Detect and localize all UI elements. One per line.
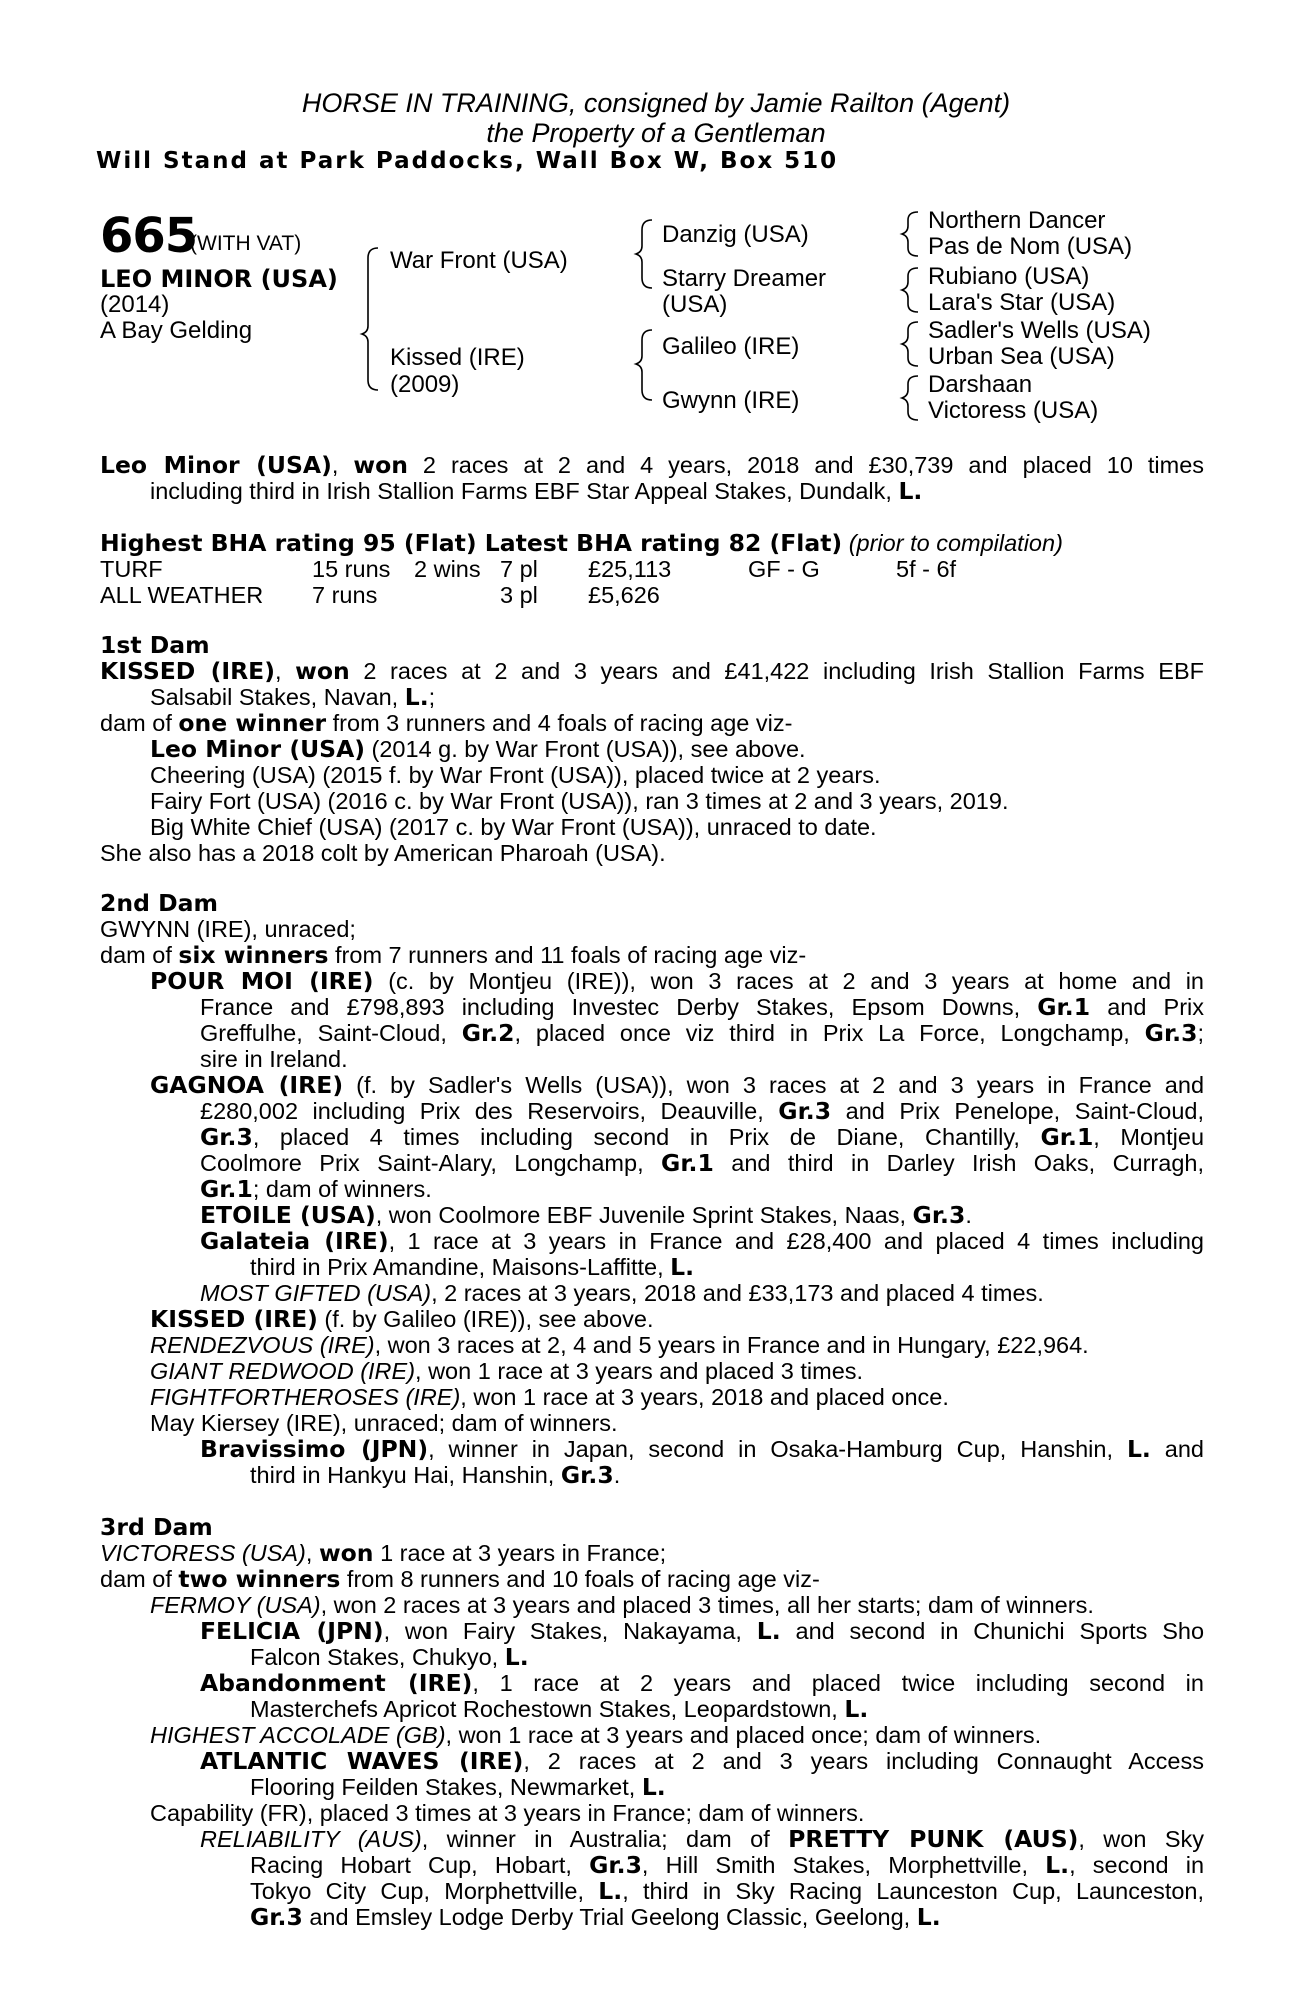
first-dam-line-1: KISSED (IRE), won 2 races at 2 and 3 years and £41,422 including Irish Stallion Farms EBF <box>100 657 1204 685</box>
gagnoa-line-3: Gr.3, placed 4 times including second in Prix de Diane, Chantilly, Gr.1, Montjeu <box>200 1123 1205 1151</box>
bravissimo-line-1: Bravissimo (JPN), winner in Japan, second in Osaka-Hamburg Cup, Hanshin, L. and <box>200 1435 1204 1463</box>
abandonment-line-1: Abandonment (IRE), 1 race at 2 years and placed twice including second in <box>200 1669 1204 1697</box>
felicia-line-2: Falcon Stakes, Chukyo, L. <box>250 1643 529 1671</box>
second-dam-heading: 2nd Dam <box>100 889 218 917</box>
turf-placed: 7 pl <box>500 556 538 582</box>
bha-rating: Highest BHA rating 95 (Flat) Latest BHA rating 82 (Flat) (prior to compilation) <box>100 529 1063 557</box>
ped-sss: Northern Dancer <box>928 207 1106 234</box>
gagnoa-line-5: Gr.1; dam of winners. <box>200 1175 432 1203</box>
race-record-line-1: Leo Minor (USA), won 2 races at 2 and 4 years, 2018 and £30,739 and placed 10 times <box>100 451 1205 479</box>
sire-dam-country: (USA) <box>662 291 728 318</box>
gagnoa-line-1: GAGNOA (IRE) (f. by Sadler's Wells (USA)), won 3 races at 2 and 3 years in France and <box>150 1071 1205 1099</box>
capability-line: Capability (FR), placed 3 times at 3 years in France; dam of winners. <box>150 1800 865 1826</box>
turf-label: TURF <box>100 556 163 582</box>
dam-dam: Gwynn (IRE) <box>662 387 800 414</box>
rendezvous-line: RENDEZVOUS (IRE), won 3 races at 2, 4 and 5 years in France and in Hungary, £22,964. <box>150 1332 1089 1358</box>
highest-accolade-line: HIGHEST ACCOLADE (GB), won 1 race at 3 years and placed once; dam of winners. <box>150 1722 1042 1748</box>
felicia-line-1: FELICIA (JPN), won Fairy Stakes, Nakayama, L. and second in Chunichi Sports Sho <box>200 1617 1205 1645</box>
reliability-line-1: RELIABILITY (AUS), winner in Australia; dam of PRETTY PUNK (AUS), won Sky <box>200 1825 1204 1853</box>
foaling-year: (2014) <box>100 291 170 318</box>
ped-dds: Darshaan <box>928 371 1033 398</box>
property-heading: the Property of a Gentleman <box>486 118 826 148</box>
turf-runs: 15 runs <box>312 556 391 582</box>
reliability-line-4: Gr.3 and Emsley Lodge Derby Trial Geelong Classic, Geelong, L. <box>250 1903 941 1931</box>
first-dam-produce-1: Leo Minor (USA) (2014 g. by War Front (USA)), see above. <box>150 735 806 763</box>
horse-description: A Bay Gelding <box>100 317 253 344</box>
first-dam-produce-2: Cheering (USA) (2015 f. by War Front (USA)), placed twice at 2 years. <box>150 762 881 788</box>
sire-sire: Danzig (USA) <box>662 221 809 248</box>
dam: Kissed (IRE) <box>390 344 525 371</box>
pour-moi-line-2: France and £798,893 including Investec Derby Stakes, Epsom Downs, Gr.1 and Prix <box>200 993 1205 1021</box>
atlantic-waves-line-1: ATLANTIC WAVES (IRE), 2 races at 2 and 3 years including Connaught Access <box>200 1747 1204 1775</box>
giant-redwood-line: GIANT REDWOOD (IRE), won 1 race at 3 years and placed 3 times. <box>150 1358 864 1384</box>
ped-sdd: Lara's Star (USA) <box>928 289 1116 316</box>
second-dam-line-2: dam of six winners from 7 runners and 11 foals of racing age viz- <box>100 941 807 969</box>
fightforteroses-line: FIGHTFORTHEROSES (IRE), won 1 race at 3 years, 2018 and placed once. <box>150 1384 949 1410</box>
first-dam-produce-3: Fairy Fort (USA) (2016 c. by War Front (USA)), ran 3 times at 2 and 3 years, 2019. <box>150 788 1009 814</box>
race-record-line-2: including third in Irish Stallion Farms EBF Star Appeal Stakes, Dundalk, L. <box>150 477 923 505</box>
fermoy-line: FERMOY (USA), won 2 races at 3 years and placed 3 times, all her starts; dam of winners. <box>150 1592 1094 1618</box>
first-dam-line-2: Salsabil Stakes, Navan, L.; <box>150 683 436 711</box>
aw-prize: £5,626 <box>588 582 660 608</box>
third-dam-line-2: dam of two winners from 8 runners and 10 foals of racing age viz- <box>100 1565 820 1593</box>
third-dam-heading: 3rd Dam <box>100 1513 213 1541</box>
bravissimo-line-2: third in Hankyu Hai, Hanshin, Gr.3. <box>250 1461 621 1489</box>
gagnoa-line-4: Coolmore Prix Saint-Alary, Longchamp, Gr.1 and third in Darley Irish Oaks, Curragh, <box>200 1149 1204 1177</box>
turf-distance: 5f - 6f <box>896 556 957 582</box>
reliability-line-3: Tokyo City Cup, Morphettville, L., third in Sky Racing Launceston Cup, Launceston, <box>250 1877 1205 1905</box>
pour-moi-line-1: POUR MOI (IRE) (c. by Montjeu (IRE)), won 3 races at 2 and 3 years at home and in <box>150 967 1204 995</box>
ped-sds: Rubiano (USA) <box>928 263 1090 290</box>
pedigree-braces <box>0 0 1314 440</box>
aw-placed: 3 pl <box>500 582 538 608</box>
reliability-line-2: Racing Hobart Cup, Hobart, Gr.3, Hill Smith Stakes, Morphettville, L., second in <box>250 1851 1205 1879</box>
dam-sire: Galileo (IRE) <box>662 333 800 360</box>
consignor-heading: HORSE IN TRAINING, consigned by Jamie Railton (Agent) <box>301 88 1011 118</box>
sire: War Front (USA) <box>390 247 568 274</box>
first-dam-heading: 1st Dam <box>100 631 210 659</box>
turf-prize: £25,113 <box>588 556 672 582</box>
second-dam-line-1: GWYNN (IRE), unraced; <box>100 916 356 942</box>
gagnoa-line-2: £280,002 including Prix des Reservoirs, Deauville, Gr.3 and Prix Penelope, Saint-Cloud, <box>200 1097 1205 1125</box>
turf-going: GF - G <box>748 556 820 582</box>
turf-wins: 2 wins <box>414 556 481 582</box>
third-dam-line-1: VICTORESS (USA), won 1 race at 3 years in France; <box>100 1539 667 1567</box>
horse-name: LEO MINOR (USA) <box>100 265 338 293</box>
abandonment-line-2: Masterchefs Apricot Rochestown Stakes, Leopardstown, L. <box>250 1695 869 1723</box>
ped-ssd: Pas de Nom (USA) <box>928 233 1133 260</box>
ped-dsd: Urban Sea (USA) <box>928 343 1115 370</box>
aw-label: ALL WEATHER <box>100 582 264 608</box>
first-dam-produce-4: Big White Chief (USA) (2017 c. by War Front (USA)), unraced to date. <box>150 814 877 840</box>
etoile-line: ETOILE (USA), won Coolmore EBF Juvenile Sprint Stakes, Naas, Gr.3. <box>200 1201 972 1229</box>
most-gifted-line: MOST GIFTED (USA), 2 races at 3 years, 2018 and £33,173 and placed 4 times. <box>200 1280 1044 1306</box>
kissed-line: KISSED (IRE) (f. by Galileo (IRE)), see above. <box>150 1305 654 1333</box>
lot-number: 665 <box>100 208 198 264</box>
ped-ddd: Victoress (USA) <box>928 397 1099 424</box>
pour-moi-line-3: Greffulhe, Saint-Cloud, Gr.2, placed once viz third in Prix La Force, Longchamp, Gr.3; <box>200 1019 1204 1047</box>
dam-year: (2009) <box>390 371 460 398</box>
vat-note: (WITH VAT) <box>190 232 302 255</box>
may-kiersey-line: May Kiersey (IRE), unraced; dam of winners. <box>150 1410 618 1436</box>
aw-runs: 7 runs <box>312 582 378 608</box>
sire-dam: Starry Dreamer <box>662 265 827 292</box>
ped-dss: Sadler's Wells (USA) <box>928 317 1151 344</box>
pour-moi-line-4: sire in Ireland. <box>200 1046 348 1072</box>
first-dam-line-3: dam of one winner from 3 runners and 4 foals of racing age viz- <box>100 709 793 737</box>
stand-location: Will Stand at Park Paddocks, Wall Box W, Box 510 <box>96 148 839 174</box>
galateia-line-2: third in Prix Amandine, Maisons-Laffitte, L. <box>250 1253 695 1281</box>
atlantic-waves-line-2: Flooring Feilden Stakes, Newmarket, L. <box>250 1773 666 1801</box>
first-dam-foal-note: She also has a 2018 colt by American Pharoah (USA). <box>100 840 666 866</box>
galateia-line-1: Galateia (IRE), 1 race at 3 years in France and £28,400 and placed 4 times including <box>200 1227 1204 1255</box>
